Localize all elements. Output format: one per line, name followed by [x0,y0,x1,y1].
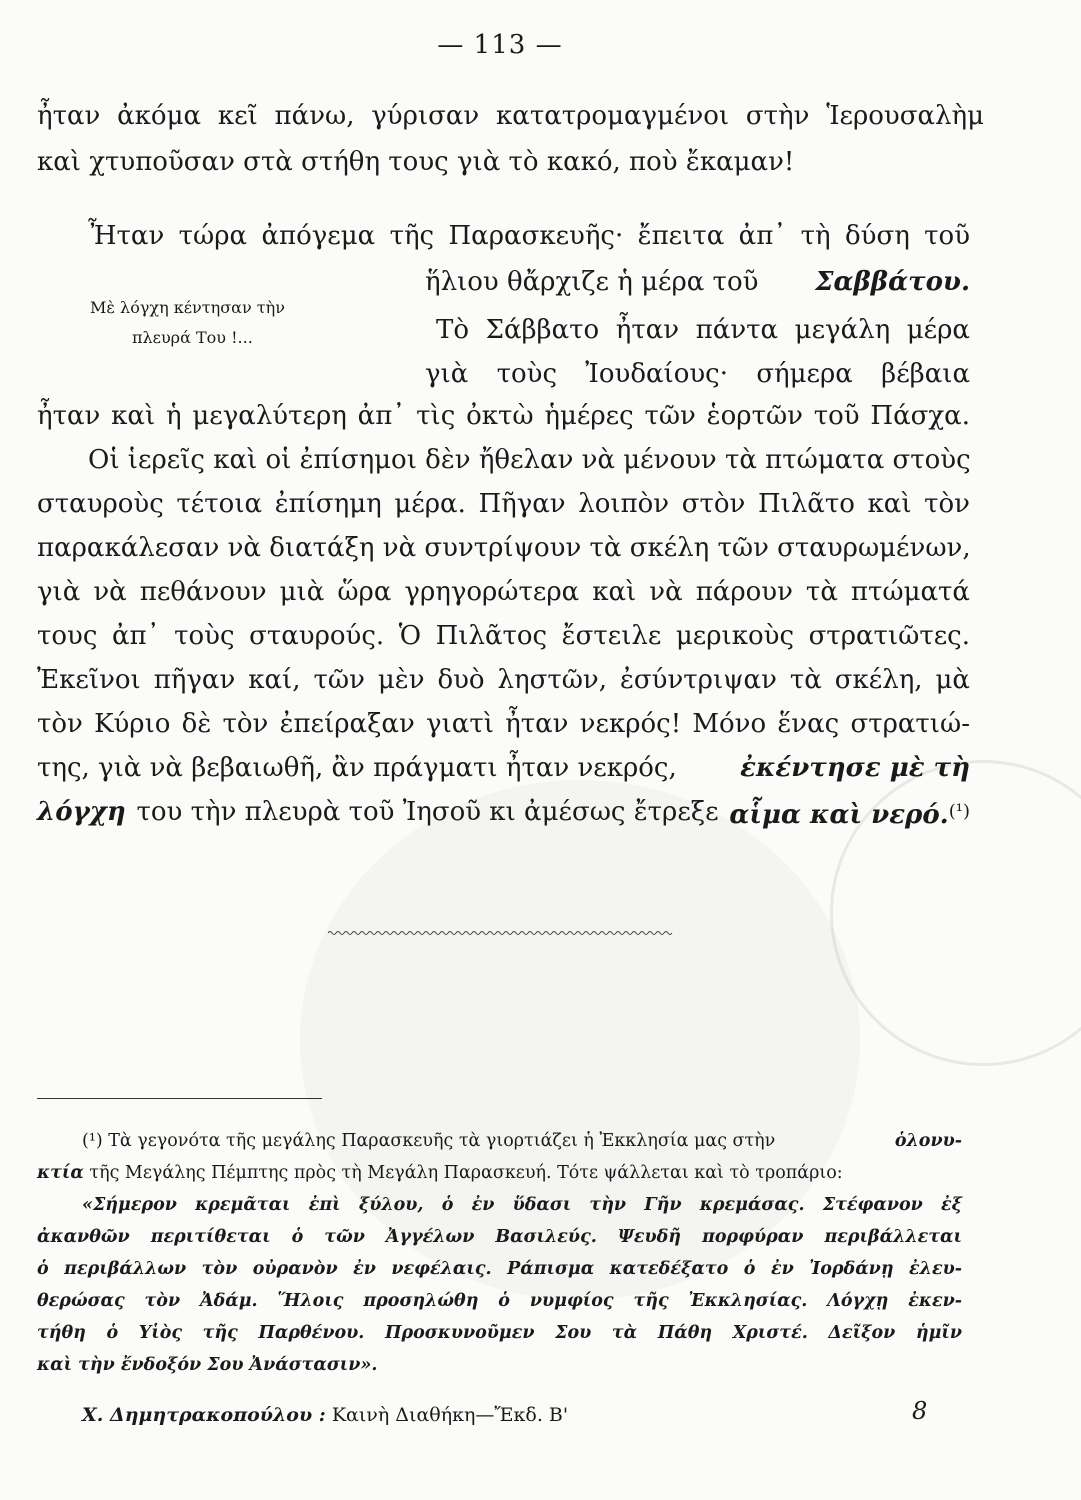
text-line [37,750,970,786]
text-line-sabbath [425,264,970,300]
text-line: Τὸ Σάββατο ἦταν πάντα μεγάλη μέρα [436,315,970,345]
text-line: γιὰ τοὺς Ἰουδαίους· σήμερα βέβαια [425,359,970,389]
imprint-author: Χ. Δημητρακοπούλου : [82,1404,326,1426]
page-number: — 113 — [437,30,563,60]
hymn-text: τήθη ὁ Υἱὸς τῆς Παρθένου. Προσκυνοῦμεν Σου τὰ Πάθη Χριστέ. Δεῖξον ἡμῖν [37,1323,962,1343]
footnote-emphasis: κτία [37,1163,84,1183]
emphasis-blood-water: αἷμα καὶ νερό. [729,800,949,830]
margin-note-line: Μὲ λόγχη κέντησαν τὴν [90,298,285,317]
text-line: σταυροὺς τέτοια ἐπίσημη μέρα. Πῆγαν λοιπὸν στὸν Πιλᾶτο καὶ τὸν [37,489,970,519]
text-segment: της, γιὰ νὰ βεβαιωθῆ, ἂν πράγματι ἦταν νεκρός, [37,753,677,783]
text-line: τους ἀπ᾽ τοὺς σταυρούς. Ὁ Πιλᾶτος ἔστειλε μερικοὺς στρατιῶτες. [37,621,970,651]
footnote-text: τῆς Μεγάλης Πέμπτης πρὸς τὴ Μεγάλη Παρασκευή. Τότε ψάλλεται καὶ τὸ τροπάριο: [89,1163,843,1183]
footnote-line [37,1318,962,1348]
footnote-emphasis: ὁλονυ- [894,1131,962,1151]
footnote-text: (¹) Τὰ γεγονότα τῆς μεγάλης Παρασκευῆς τὰ γιορτιάζει ἡ Ἐκκλησία μας στὴν [82,1131,776,1151]
footnote-line [37,1222,962,1252]
hymn-text: καὶ τὴν ἔνδοξόν Σου Ἀνάστασιν». [37,1355,378,1375]
text-line: Ἐκεῖνοι πῆγαν καί, τῶν μὲν δυὸ ληστῶν, ἐσύντριψαν τὰ σκέλη, μὰ [37,665,970,695]
emphasis-pierced: ἐκέντησε μὲ τὴ [740,753,970,783]
footnote-line [82,1190,962,1220]
footnote-line [37,1286,962,1316]
wavy-divider [328,928,674,938]
emphasis-sabbath: Σαββάτου. [815,267,970,297]
text-segment: του τὴν πλευρὰ τοῦ Ἰησοῦ κι ἀμέσως ἔτρεξε [136,797,719,827]
hymn-text: ὁ περιβάλλων τὸν οὐρανὸν ἐν νεφέλαις. Ράπισμα κατεδέξατο ὁ ἐν Ἰορδάνῃ ἐλευ- [37,1259,962,1279]
text-line: παρακάλεσαν νὰ διατάξη νὰ συντρίψουν τὰ σκέλη τῶν σταυρωμένων, [37,533,971,563]
footnote-marker: (¹) [948,801,970,822]
sheet-signature: 8 [912,1397,928,1425]
footnote-line [37,1158,962,1188]
text-line: ἦταν ἀκόμα κεῖ πάνω, γύρισαν κατατρομαγμένοι στὴν Ἱερουσαλὴμ [37,101,984,131]
hymn-text: θερώσας τὸν Ἀδάμ. Ἥλοις προσηλώθη ὁ νυμφίος τῆς Ἐκκλησίας. Λόγχῃ ἐκεν- [37,1291,962,1311]
imprint-line [82,1400,568,1430]
footnote-line [82,1126,962,1156]
text-line: καὶ χτυποῦσαν στὰ στήθη τους γιὰ τὸ κακό, ποὺ ἔκαμαν! [37,147,795,177]
text-line [37,794,970,833]
hymn-text: ἀκανθῶν περιτίθεται ὁ τῶν Ἀγγέλων Βασιλεύς. Ψευδῆ πορφύραν περιβάλλεται [37,1227,962,1247]
margin-note-line: πλευρά Του !... [132,328,253,347]
text-line: Ἦταν τώρα ἀπόγεμα τῆς Παρασκευῆς· ἔπειτα ἀπ᾽ τὴ δύση τοῦ [88,221,970,251]
emphasis-spear: λόγχη [37,797,126,827]
text-line: γιὰ νὰ πεθάνουν μιὰ ὥρα γρηγορώτερα καὶ νὰ πάρουν τὰ πτώματά [37,577,970,607]
text-line: ἦταν καὶ ἡ μεγαλύτερη ἀπ᾽ τὶς ὀκτὼ ἡμέρες τῶν ἑορτῶν τοῦ Πάσχα. [37,401,970,431]
footnote-rule [37,1098,322,1099]
footnote-line [37,1350,377,1380]
text-segment: ἥλιου θἄρχιζε ἡ μέρα τοῦ [425,267,759,297]
hymn-text: «Σήμερον κρεμᾶται ἐπὶ ξύλου, ὁ ἐν ὕδασι τὴν Γῆν κρεμάσας. Στέφανον ἐξ [82,1195,962,1215]
footnote-line [37,1254,962,1284]
text-line: Οἱ ἱερεῖς καὶ οἱ ἐπίσημοι δὲν ἤθελαν νὰ μένουν τὰ πτώματα στοὺς [88,445,971,475]
imprint-title: Καινὴ Διαθήκη—Ἔκδ. Β' [331,1404,569,1426]
text-line: τὸν Κύριο δὲ τὸν ἐπείραξαν γιατὶ ἦταν νεκρός! Μόνο ἕνας στρατιώ- [37,709,970,739]
